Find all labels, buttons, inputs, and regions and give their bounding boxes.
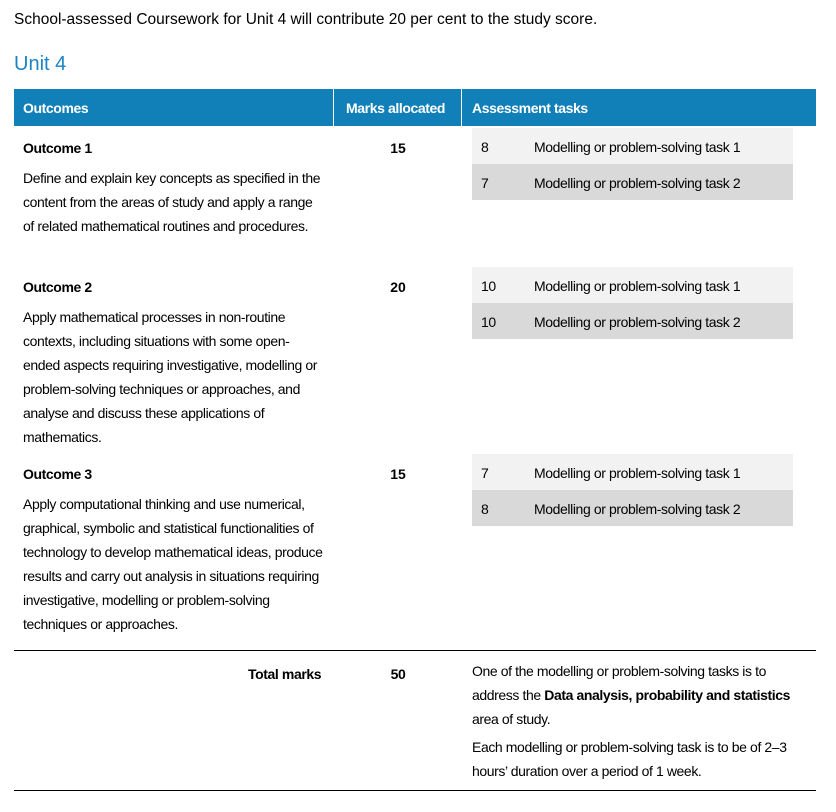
intro-text: School-assessed Coursework for Unit 4 will contribute 20 per cent to the study score. <box>14 11 598 28</box>
divider <box>14 650 816 651</box>
note-text: area of study. <box>472 711 551 727</box>
task-marks: 8 <box>481 139 489 155</box>
total-note-2: Each modelling or problem-solving task is to be of 2–3 hours’ duration over a period of 1 week. <box>472 739 787 779</box>
task-name: Modelling or problem-solving task 2 <box>534 175 741 191</box>
outcome-description: Apply mathematical processes in non-routine contexts, including situations with some open-ended aspects requiring investigative, modelling or problem-solving techniques or approaches, and analyse and discuss these applications of mathematics. <box>23 309 318 445</box>
task-marks: 7 <box>481 175 489 191</box>
outcome-title: Outcome 3 <box>23 466 92 482</box>
divider <box>14 790 816 791</box>
task-marks: 10 <box>481 278 496 294</box>
outcome-marks: 15 <box>390 140 406 156</box>
task-name: Modelling or problem-solving task 2 <box>534 314 741 330</box>
task-name: Modelling or problem-solving task 1 <box>534 139 741 155</box>
task-name: Modelling or problem-solving task 2 <box>534 501 741 517</box>
outcome-marks: 15 <box>390 466 406 482</box>
task-name: Modelling or problem-solving task 1 <box>534 278 741 294</box>
header-marks: Marks allocated <box>346 100 446 116</box>
note-text: One of the modelling or problem-solving tasks is to address the <box>472 663 766 703</box>
task-row <box>472 454 793 490</box>
table-header <box>14 89 816 126</box>
outcome-description: Define and explain key concepts as specified in the content from the areas of study and apply a range of related mathematical routines and procedures. <box>23 170 321 234</box>
task-name: Modelling or problem-solving task 1 <box>534 465 741 481</box>
outcome-title: Outcome 1 <box>23 140 92 156</box>
unit-heading: Unit 4 <box>14 53 67 75</box>
header-tasks: Assessment tasks <box>472 100 588 116</box>
task-marks: 10 <box>481 314 496 330</box>
outcome-title: Outcome 2 <box>23 279 92 295</box>
task-row <box>472 128 793 164</box>
task-marks: 7 <box>481 465 489 481</box>
outcome-description: Apply computational thinking and use numerical, graphical, symbolic and statistical functionalities of technology to develop mathematical ideas, produce results and carry out analysis in situations requiring investigative, modelling or problem-solving techniques or approaches. <box>23 496 323 632</box>
task-row <box>472 164 793 200</box>
task-marks: 8 <box>481 501 489 517</box>
task-row <box>472 267 793 303</box>
header-outcomes: Outcomes <box>23 100 89 116</box>
task-row <box>472 490 793 526</box>
header-divider <box>333 89 334 126</box>
task-row <box>472 303 793 339</box>
header-divider <box>461 89 462 126</box>
total-note-1 <box>472 659 812 731</box>
outcome-marks: 20 <box>390 279 406 295</box>
total-marks: 50 <box>390 666 406 682</box>
note-bold-text: Data analysis, probability and statistics <box>544 687 791 703</box>
total-label: Total marks <box>248 666 322 682</box>
